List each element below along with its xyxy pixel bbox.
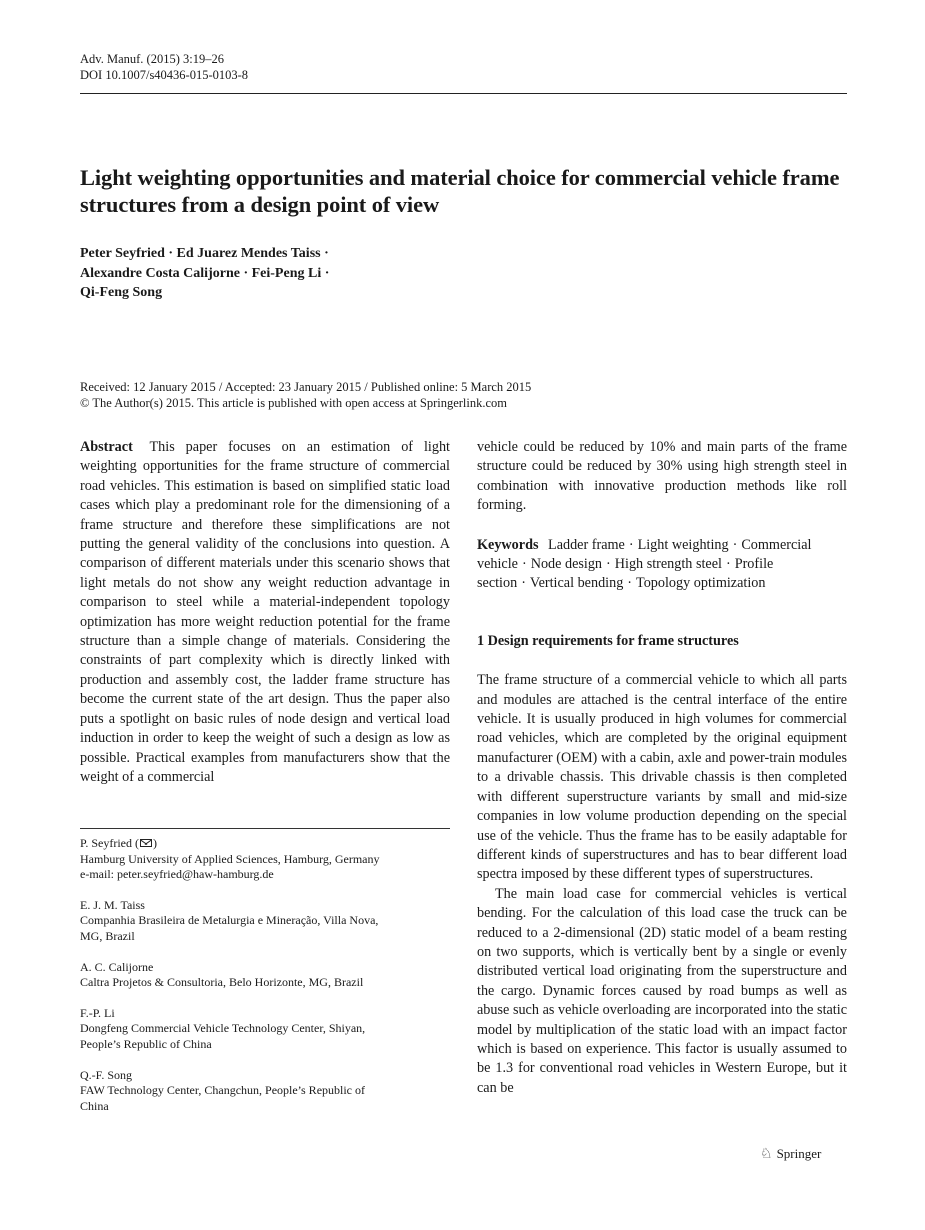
keyword: Commercial vehicle <box>477 536 812 573</box>
affiliation-calijorne <box>80 960 450 991</box>
affiliation-name: A. C. Calijorne <box>80 959 154 974</box>
author-line: Peter Seyfried · Ed Juarez Mendes Taiss · <box>80 246 329 261</box>
affiliation-name: F.-P. Li <box>80 1005 115 1020</box>
abstract <box>80 438 450 787</box>
keyword-separator: · <box>606 556 611 573</box>
keyword-separator: · <box>628 536 634 553</box>
affiliation-line: Dongfeng Commercial Vehicle Technology Center, Shiyan, <box>80 1021 366 1036</box>
keywords <box>477 536 847 594</box>
keyword-separator: · <box>627 575 633 592</box>
keyword: Profile section <box>477 556 774 592</box>
keyword: Node design <box>530 556 603 573</box>
springer-logo <box>760 1146 821 1163</box>
abstract-continuation: vehicle could be reduced by 10% and main parts of the frame structure could be reduced by 30% using high strength steel in combination with innovative production methods like roll forming. <box>477 439 847 514</box>
affiliation-line: Companhia Brasileira de Metalurgia e Mineração, Villa Nova, <box>80 913 379 928</box>
left-column <box>80 438 450 787</box>
affiliation-line: MG, Brazil <box>80 928 135 943</box>
article-title: Light weighting opportunities and material choice for commercial vehicle frame structures from a design point of view <box>80 165 840 217</box>
springer-horse-icon: ♘ <box>760 1147 773 1162</box>
affiliation-rule <box>80 828 450 829</box>
article-history <box>80 379 847 411</box>
affiliation-line: People’s Republic of China <box>80 1036 212 1051</box>
affiliation-line: FAW Technology Center, Changchun, People’s Republic of <box>80 1083 366 1098</box>
keyword-separator: · <box>725 556 731 573</box>
affiliation-seyfried <box>80 836 450 883</box>
section-heading: 1 Design requirements for frame structures <box>477 632 739 649</box>
keyword-separator: · <box>521 575 526 592</box>
author-list <box>80 244 500 303</box>
keywords-label: Keywords <box>477 536 539 553</box>
keyword: Light weighting <box>637 536 729 553</box>
keyword-separator: · <box>521 556 527 573</box>
publisher-name: Springer <box>776 1146 822 1161</box>
copyright-notice: © The Author(s) 2015. This article is published with open access at Springerlink.com <box>80 396 508 410</box>
affiliation-email[interactable]: e-mail: peter.seyfried@haw-hamburg.de <box>80 867 274 882</box>
affiliations <box>80 836 450 1129</box>
affiliation-name: Q.-F. Song <box>80 1067 133 1082</box>
section-paragraph: The frame structure of a commercial vehicle to which all parts and modules are attached is the central interface of the entire vehicle. It is usually produced in high volumes for commercial road vehicles, which are completed by the original equipment manufacturer (OEM) with a cabin, axle and power-train modules to a drivable chassis. This drivable chassis is then completed with different superstructure variants by small and mid-size companies in low volume production depending on the special use of the vehicle. Thus the frame has to be easily adaptable for different kinds of superstructures and has to bear different load spectra imposed by these different types of superstructures. <box>477 672 847 883</box>
envelope-icon <box>140 839 152 847</box>
affiliation-taiss <box>80 898 450 945</box>
affiliation-line: Hamburg University of Applied Sciences, Hamburg, Germany <box>80 851 380 866</box>
affiliation-name: E. J. M. Taiss <box>80 897 145 912</box>
header-rule <box>80 93 847 94</box>
keyword: High strength steel <box>614 556 722 573</box>
section-paragraph: The main load case for commercial vehicles is vertical bending. For the calculation of this load case the truck can be reduced to a 2-dimensional (2D) static model of a beam resting on two supports, which is vertically bent by a single or evenly distributed vertical load originating from the superstructure and the cargo. Dynamic forces caused by road bumps as well as abuse such as vehicle overloading are incorporated into the static model by multiplication of the static load with an impact factor which is based on experience. This factor is usually assumed to be 1.3 for conventional road vehicles in Western Europe, but it can be <box>477 885 847 1096</box>
publication-dates: Received: 12 January 2015 / Accepted: 23 January 2015 / Published online: 5 March 2015 <box>80 380 532 394</box>
right-column <box>477 438 847 1098</box>
affiliation-name: P. Seyfried ( ) <box>80 836 157 850</box>
keyword: Ladder frame <box>548 536 625 553</box>
abstract-text: This paper focuses on an estimation of light weighting opportunities for the frame structure of commercial road vehicles. This estimation is based on simplified static load cases which play a predominant role for the dimensioning of a frame structure and therefore these simplifications are not putting the general validity of the conclusions into question. A comparison of different materials under this scenario shows that light metals do not show any weight reduction advantage in comparison to steel while a material-independent topology optimization has more weight reduction potential for the frame structure than a simple change of materials. Considering the constraints of part complexity which is directly linked with production and assembly cost, the ladder frame structure has become the current state of the art design. Thus the paper also puts a spotlight on basic rules of node design and vertical load induction in order to keep the weight of such a design as low as possible. Practical examples from manufacturers show that the weight of a commercial <box>80 439 450 785</box>
affiliation-line: China <box>80 1098 109 1113</box>
abstract-label: Abstract <box>80 439 133 455</box>
keyword: Topology optimization <box>636 575 766 592</box>
affiliation-li <box>80 1006 450 1053</box>
affiliation-line: Caltra Projetos & Consultoria, Belo Horizonte, MG, Brazil <box>80 975 364 990</box>
journal-citation: Adv. Manuf. (2015) 3:19–26 <box>80 52 224 66</box>
keyword-separator: · <box>732 536 738 553</box>
author-line: Alexandre Costa Calijorne · Fei-Peng Li · <box>80 265 330 281</box>
journal-doi[interactable]: DOI 10.1007/s40436-015-0103-8 <box>80 68 249 82</box>
author-line: Qi-Feng Song <box>80 285 163 300</box>
affiliation-song <box>80 1068 450 1115</box>
keyword: Vertical bending <box>529 575 624 592</box>
